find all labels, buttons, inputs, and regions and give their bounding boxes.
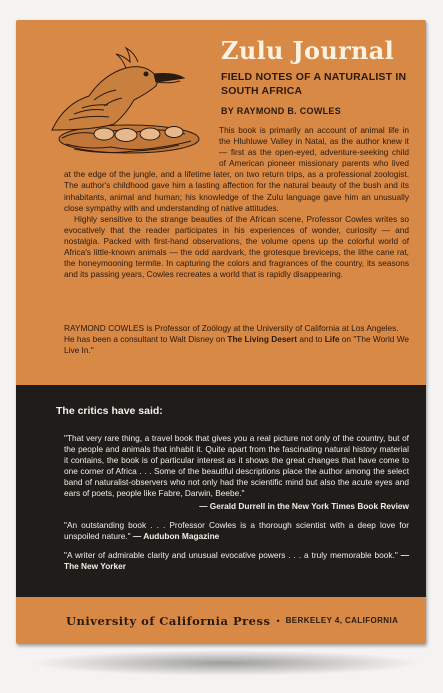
bio-work-title: Life xyxy=(324,334,340,345)
author-bio: RAYMOND COWLES is Professor of Zoölogy at the University of California at Los Angeles. He has been a consultant to Walt Disney on The Living Desert and to Life on "The World We Live In." xyxy=(64,323,410,356)
separator-dot: • xyxy=(276,615,280,626)
critics-panel xyxy=(16,385,426,597)
quote-attribution: — The New Yorker xyxy=(64,550,409,571)
quote-attribution: — Gerald Durrell in the New York Times Book Review xyxy=(199,501,409,511)
description-paragraph: Highly sensitive to the strange beauties of the African scene, Professor Cowles writes so evocatively that the reader participates in his experiences of wonder, curiosity — and nostalgia. Packed with first-hand observations, the volume opens up the colorful world of Africa's little-known animals — the odd aardvark, the grotesque breviceps, the lithe cane rat, the honeymooning termite. In capturing the colors and fragrances of the country, its seasons and its passing years, Cowles recreates a world that is rapidly disappearing. xyxy=(64,213,409,280)
book-subtitle: FIELD NOTES OF A NATURALIST IN SOUTH AFRICA xyxy=(221,71,407,97)
critics-quotes xyxy=(64,433,409,580)
book-shadow xyxy=(30,650,422,676)
cover-top-section xyxy=(16,20,426,385)
description-paragraph: This book is primarily an account of animal life in the Hluhluwe Valley in Natal, as the author knew it — first as the open-eyed, adventure-seeking child of American pioneer missionary parents who lived at the edge of the jungle, and a lifetime later, on two return trips, as a professional zoologist. The author's childhood gave him a lasting affection for the natural beauty of the bush and its inhabitants, animal and human; his knowledge of the Zulu language gave him an unusually close sympathy with and understanding of native attitudes. xyxy=(64,125,409,213)
author-line: BY RAYMOND B. COWLES xyxy=(221,106,342,116)
critic-quote: "A writer of admirable clarity and unusual evocative powers . . . a truly memorable book." — The New Yorker xyxy=(64,550,409,571)
bio-work-title: The Living Desert xyxy=(227,334,298,345)
publisher-location: BERKELEY 4, CALIFORNIA xyxy=(285,616,399,625)
quote-attribution: — Audubon Magazine xyxy=(132,531,220,541)
critic-quote: "That very rare thing, a travel book that gives you a real picture not only of the country, but of the people and animals that inhabit it. Quite apart from the fascinating natural history material it contains, the book is of particular interest as it shows the great changes that have come to one corner of Africa . . . Some of the beautiful descriptions place the author among the select band of naturalist-observers who not only had the scientific mind but also the acute eyes and ears of poets, people like Fabre, Darwin, Beebe." xyxy=(64,433,409,498)
book-back-cover xyxy=(16,20,426,644)
publisher-footer xyxy=(16,597,426,644)
publisher-name: University of California Press xyxy=(66,613,271,628)
critic-quote: "An outstanding book . . . Professor Cowles is a thorough scientist with a deep love for unspoiled nature." — Audubon Magazine xyxy=(64,520,409,541)
book-title: Zulu Journal xyxy=(221,36,395,65)
book-description xyxy=(64,125,409,280)
critics-heading: The critics have said: xyxy=(56,405,163,417)
